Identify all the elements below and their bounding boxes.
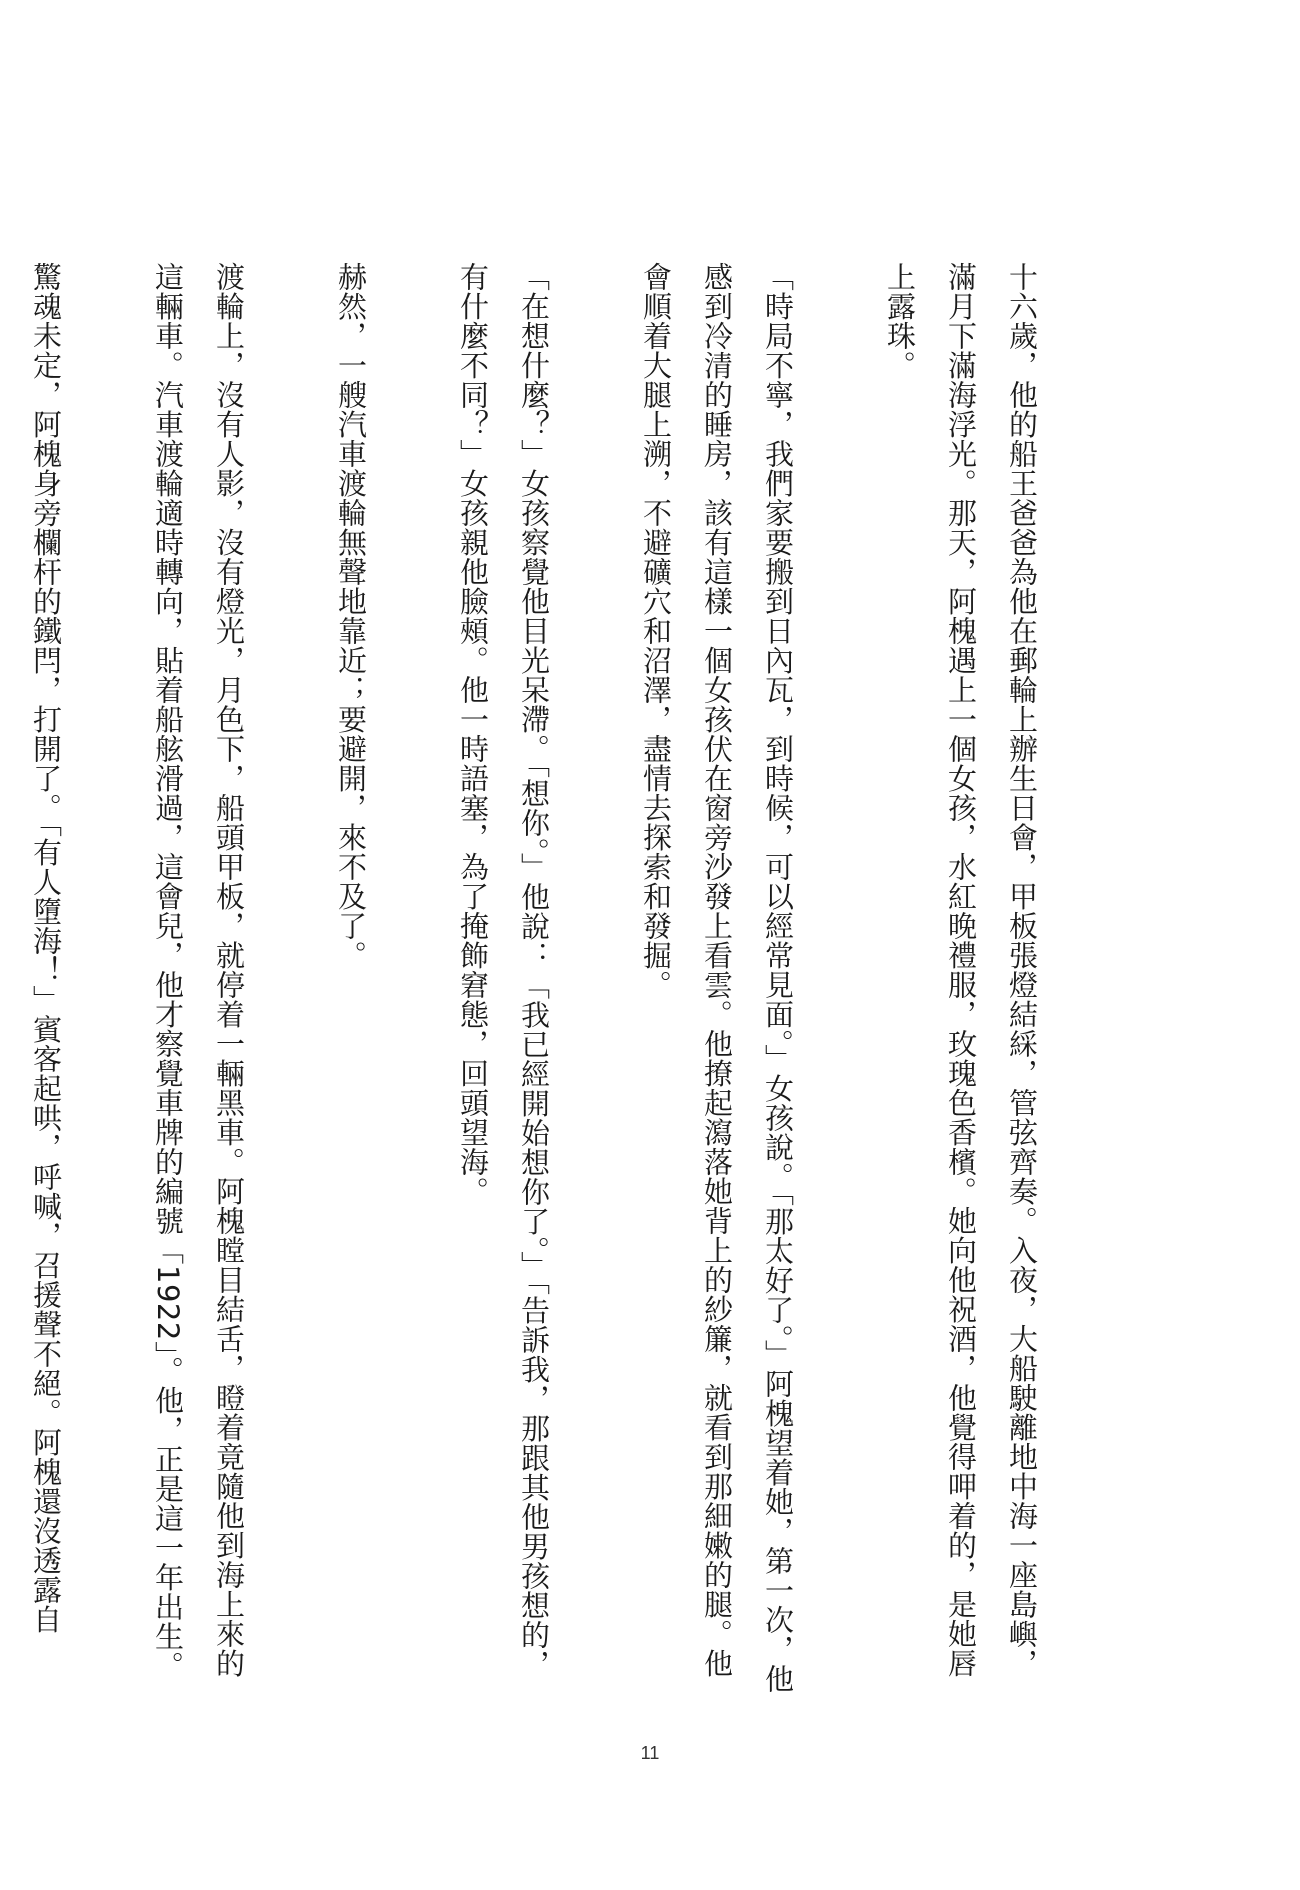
paragraph-4: 赫然，一艘汽車渡輪無聲地靠近；要避開，來不及了。: [334, 262, 368, 970]
vertical-text-body: [15, 262, 1052, 1702]
paragraph-gap: [76, 262, 137, 1702]
paragraph-gap: [381, 262, 442, 1702]
paragraph-gap: [808, 262, 869, 1702]
paragraph-gap: [564, 262, 625, 1702]
page-number: 11: [640, 1743, 660, 1763]
paragraph-6: 驚魂未定，阿槐身旁欄杆的鐵閂，打開了。「有人墮海！」賓客起哄，呼喊，召援聲不絕。阿槐還沒透露自: [29, 262, 63, 1634]
paragraph-2: 「時局不寧，我們家要搬到日內瓦，到時候，可以經常見面。」女孩說。「那太好了。」阿槐望着她，第一次，他感到冷清的睡房，該有這樣一個女孩伏在窗旁沙發上看雲。他撩起瀉落她背上的紗簾，就看到那細嫩的腿。他會順着大腿上溯，不避礦穴和沼澤，盡情去探索和發掘。: [639, 262, 795, 1694]
paragraph-gap: [259, 262, 320, 1702]
paragraph-1: 十六歲，他的船王爸爸為他在郵輪上辦生日會，甲板張燈結綵，管弦齊奏。入夜，大船駛離地中海一座島嶼，滿月下滿海浮光。那天，阿槐遇上一個女孩，水紅晚禮服，玫瑰色香檳。她向他祝酒，他覺得呷着的，是她唇上露珠。: [883, 262, 1039, 1678]
paragraph-5: 渡輪上，沒有人影，沒有燈光，月色下，船頭甲板，就停着一輛黑車。阿槐瞠目結舌，瞪着竟隨他到海上來的這輛車。汽車渡輪適時轉向，貼着船舷滑過，這會兒，他才察覺車牌的編號「1922」。他，正是這一年出生。: [151, 262, 246, 1681]
paragraph-3: 「在想什麼？」女孩察覺他目光呆滯。「想你。」他說：「我已經開始想你了。」「告訴我，那跟其他男孩想的，有什麼不同？」女孩親他臉頰。他一時語塞，為了掩飾窘態，回頭望海。: [456, 262, 551, 1679]
